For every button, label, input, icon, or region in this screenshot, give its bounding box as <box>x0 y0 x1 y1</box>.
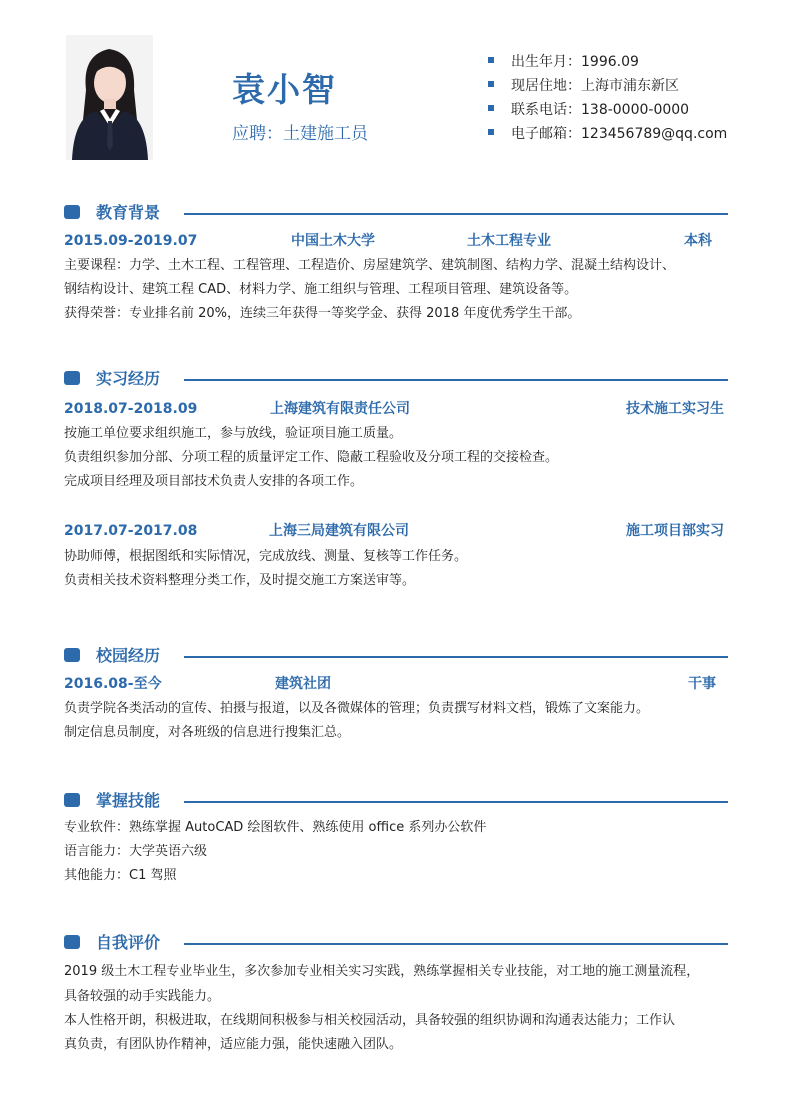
section-self-header <box>64 932 728 954</box>
self-line: 2019 级土木工程专业毕业生，多次参加专业相关实习实践，熟练掌握相关专业技能，对工地的施工测量流程， <box>64 964 700 979</box>
section-marker-icon <box>64 648 80 662</box>
education-line: 获得荣誉：专业排名前 20%，连续三年获得一等奖学金、获得 2018 年度优秀学生干部。 <box>64 306 581 321</box>
campus-line: 负责学院各类活动的宣传、拍摄与报道，以及各微媒体的管理；负责撰写材料文档，锻炼了文案能力。 <box>64 701 650 716</box>
internship-line: 负责组织参加分部、分项工程的质量评定工作、隐蔽工程验收及分项工程的交接检查。 <box>64 450 559 465</box>
section-internship-header <box>64 368 728 390</box>
education-entry <box>64 231 724 251</box>
section-title: 实习经历 <box>96 369 161 388</box>
contact-info <box>488 50 748 146</box>
section-title: 教育背景 <box>96 203 161 222</box>
internship-line: 完成项目经理及项目部技术负责人安排的各项工作。 <box>64 474 364 489</box>
campus-entry <box>64 674 724 694</box>
internship-line: 协助师傅，根据图纸和实际情况，完成放线、测量、复核等工作任务。 <box>64 549 468 564</box>
section-divider <box>184 213 728 215</box>
section-campus-header <box>64 645 728 667</box>
job-target: 应聘：土建施工员 <box>232 124 368 144</box>
entry-date: 2015.09-2019.07 <box>64 233 198 249</box>
campus-line: 制定信息员制度，对各班级的信息进行搜集汇总。 <box>64 725 351 740</box>
section-skills-header <box>64 790 728 812</box>
info-phone: 联系电话：138-0000-0000 <box>488 98 748 122</box>
skills-line: 其他能力：C1 驾照 <box>64 868 177 883</box>
entry-date: 2016.08-至今 <box>64 676 162 692</box>
section-education-header <box>64 202 728 224</box>
internship-entry <box>64 521 724 541</box>
bullet-square-icon <box>488 105 494 111</box>
section-title: 掌握技能 <box>96 791 161 810</box>
section-title: 校园经历 <box>96 646 161 665</box>
entry-company: 上海建筑有限责任公司 <box>270 401 410 417</box>
entry-degree: 本科 <box>684 233 712 249</box>
info-residence: 现居住地：上海市浦东新区 <box>488 74 748 98</box>
portrait-image <box>66 35 153 160</box>
self-line: 真负责，有团队协作精神，适应能力强，能快速融入团队。 <box>64 1037 403 1052</box>
entry-school: 中国土木大学 <box>291 233 375 249</box>
bullet-square-icon <box>488 57 494 63</box>
candidate-name: 袁小智 <box>232 70 337 109</box>
entry-role: 施工项目部实习 <box>626 523 724 539</box>
internship-entry <box>64 399 724 419</box>
section-marker-icon <box>64 935 80 949</box>
section-title: 自我评价 <box>96 933 161 952</box>
profile-photo <box>66 35 153 160</box>
skills-line: 语言能力：大学英语六级 <box>64 844 208 859</box>
self-line: 具备较强的动手实践能力。 <box>64 989 221 1004</box>
entry-date: 2018.07-2018.09 <box>64 401 198 417</box>
info-email: 电子邮箱：123456789@qq.com <box>488 122 748 146</box>
entry-date: 2017.07-2017.08 <box>64 523 198 539</box>
internship-line: 按施工单位要求组织施工，参与放线，验证项目施工质量。 <box>64 426 403 441</box>
education-line: 主要课程：力学、土木工程、工程管理、工程造价、房屋建筑学、建筑制图、结构力学、混凝土结构设计、 <box>64 258 676 273</box>
section-divider <box>184 943 728 945</box>
entry-role: 技术施工实习生 <box>626 401 724 417</box>
bullet-square-icon <box>488 81 494 87</box>
section-divider <box>184 656 728 658</box>
internship-line: 负责相关技术资料整理分类工作，及时提交施工方案送审等。 <box>64 573 416 588</box>
bullet-square-icon <box>488 129 494 135</box>
entry-major: 土木工程专业 <box>467 233 551 249</box>
entry-org: 建筑社团 <box>275 676 331 692</box>
education-line: 钢结构设计、建筑工程 CAD、材料力学、施工组织与管理、工程项目管理、建筑设备等。 <box>64 282 578 297</box>
section-divider <box>184 379 728 381</box>
entry-role: 干事 <box>688 676 716 692</box>
info-birth: 出生年月：1996.09 <box>488 50 748 74</box>
entry-company: 上海三局建筑有限公司 <box>269 523 409 539</box>
section-divider <box>184 801 728 803</box>
self-line: 本人性格开朗，积极进取，在线期间积极参与相关校园活动，具备较强的组织协调和沟通表达能力；工作认 <box>64 1013 676 1028</box>
section-marker-icon <box>64 371 80 385</box>
section-marker-icon <box>64 205 80 219</box>
section-marker-icon <box>64 793 80 807</box>
skills-line: 专业软件：熟练掌握 AutoCAD 绘图软件、熟练使用 office 系列办公软件 <box>64 820 487 835</box>
